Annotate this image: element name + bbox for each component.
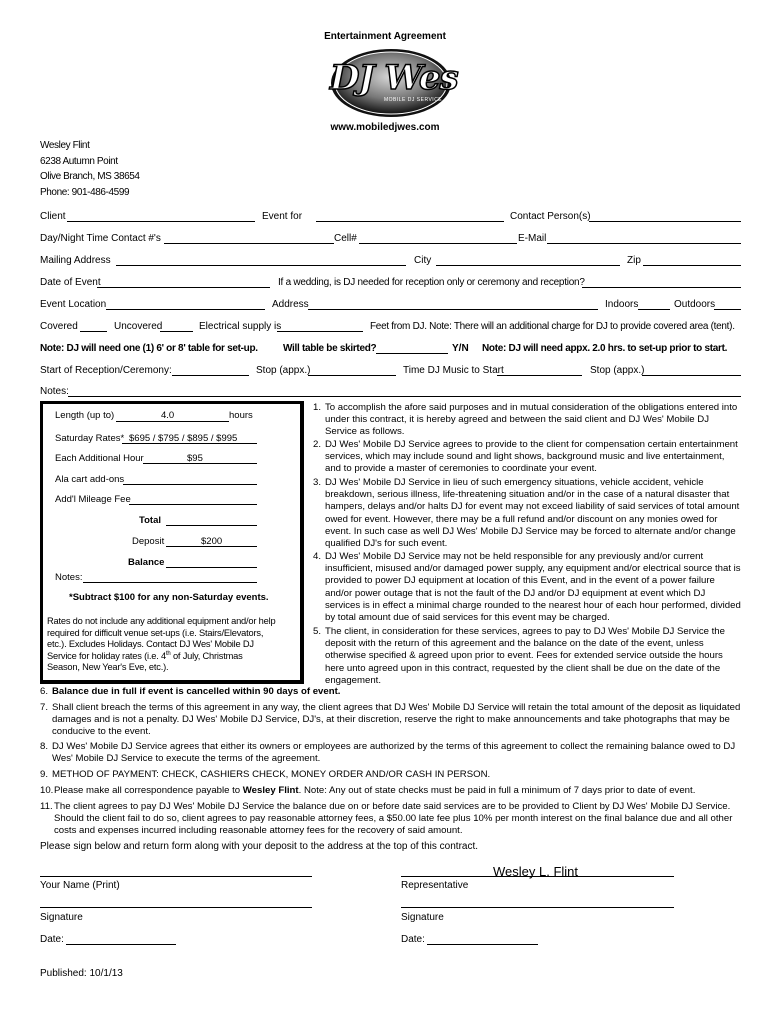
uncovered-field[interactable]: [160, 331, 193, 332]
ala-cart-label: Ala cart add-ons: [55, 474, 125, 485]
signature-right-field[interactable]: [401, 907, 674, 908]
length-value: 4.0: [161, 410, 175, 421]
term-4-number: 4.: [313, 551, 322, 562]
saturday-rates-value: $695 / $795 / $895 / $995: [129, 433, 238, 444]
table-note: Note: DJ will need one (1) 6' or 8' table for set-up.: [40, 343, 258, 354]
uncovered-label: Uncovered: [114, 321, 163, 332]
representative-label: Representative: [401, 880, 469, 891]
start-reception-field[interactable]: [172, 375, 249, 376]
term-2-text: DJ Wes' Mobile DJ Service agrees to provide to the client for compensation certain entertainment services, which may include sound and light shows, background music and live entertainment, and to provide a master of ceremonies to coordinate your event.: [325, 439, 738, 475]
your-name-field[interactable]: [40, 876, 312, 877]
stop-appx2-label: Stop (appx.): [590, 365, 645, 376]
contact-street: 6238 Autumn Point: [40, 156, 118, 167]
logo-sub-text: MOBILE DJ SERVICE: [384, 97, 443, 103]
stop-appx-field[interactable]: [308, 375, 396, 376]
logo-main-text: DJ Wes: [330, 58, 458, 98]
day-night-contact-field[interactable]: [164, 243, 334, 244]
box-notes-label: Notes:: [55, 572, 83, 583]
covered-label: Covered: [40, 321, 78, 332]
skirted-label: Will table be skirted?: [283, 343, 377, 354]
mileage-field[interactable]: [129, 504, 257, 505]
client-field[interactable]: [67, 221, 255, 222]
term-2-number: 2.: [313, 439, 322, 450]
yn-label: Y/N: [452, 343, 469, 354]
city-label: City: [414, 255, 432, 266]
skirted-field[interactable]: [376, 353, 448, 354]
box-notes-field[interactable]: [83, 582, 257, 583]
fine-print-line-1: Rates do not include any additional equipment and/or help: [47, 616, 276, 626]
signature-left-label: Signature: [40, 912, 83, 923]
city-field[interactable]: [436, 265, 620, 266]
date-of-event-field[interactable]: [97, 287, 270, 288]
date-right-field[interactable]: [427, 944, 538, 945]
date-right-label: Date:: [401, 934, 425, 945]
additional-hour-label: Each Additional Hour: [55, 453, 144, 464]
length-unit: hours: [229, 410, 253, 421]
contact-phone: Phone: 901-486-4599: [40, 187, 130, 198]
cell-label: Cell#: [334, 233, 357, 244]
address-field[interactable]: [308, 309, 598, 310]
fine-print-line-2: required for difficult venue set-ups (i.e. Stairs/Elevators,: [47, 627, 264, 638]
wedding-question-field[interactable]: [582, 287, 741, 288]
term-6-text: Balance due in full if event is cancelled within 90 days of event.: [52, 686, 341, 697]
term-7-text: Shall client breach the terms of this agreement in any way, the client agrees that DJ Wes' Mobile DJ Service will retain the total amount of the deposit as liquidated damages and is not a penalty. DJ Wes' Mobile DJ Service, DJ's, at their discretion, reserve the right to make announcements and take photographs that may be conducive to the event.: [52, 702, 741, 738]
stop-appx2-field[interactable]: [642, 375, 741, 376]
fine-print-line-4: Service for holiday rates (i.e. 4th of July, Christmas: [47, 650, 243, 661]
term-5-text: The client, in consideration for these services, agrees to pay to DJ Wes' Mobile DJ Service the deposit with the return of this agreement and the balance on the date of the event, unless otherwise specified & agreed upon prior to event. Fees for extended service outside the hours here unto agreed upon in this contract, requested by the client shall be due on the date of the engagement.: [325, 626, 725, 686]
deposit-label: Deposit: [132, 536, 165, 547]
time-dj-music-label: Time DJ Music to Start: [403, 365, 504, 376]
date-left-field[interactable]: [66, 944, 176, 945]
saturday-rates-field[interactable]: [122, 443, 257, 444]
length-field[interactable]: [116, 421, 229, 422]
date-of-event-label: Date of Event: [40, 277, 101, 288]
contact-persons-label: Contact Person(s): [510, 211, 591, 222]
term-10-text: Please make all correspondence payable to Wesley Flint. Note: Any out of state checks must be paid in full a minimum of 7 days prior to date of event.: [54, 785, 696, 796]
ala-cart-field[interactable]: [123, 484, 257, 485]
day-night-contact-label: Day/Night Time Contact #'s: [40, 233, 161, 244]
event-for-label: Event for: [262, 211, 303, 222]
mailing-address-field[interactable]: [116, 265, 406, 266]
term-3-text: DJ Wes' Mobile DJ Service in lieu of such emergency situations, vehicle accident, vehicle breakdown, serious illness, life-threatening situation and/or in the case of a natural disaster that hampers, delays and/or halts DJ for event may not exceed liability of said services of total amount owed for event. However, there may be a full refund and/or discount on any monies owed for event. In such case as well DJ Wes' Mobile DJ Service may be forced to alternate and/or change qualified DJ's for such event.: [325, 477, 740, 550]
term-7-number: 7.: [40, 702, 49, 713]
dj-wes-logo: [330, 48, 458, 118]
date-left-label: Date:: [40, 934, 64, 945]
signature-left-field[interactable]: [40, 907, 312, 908]
electrical-supply-field[interactable]: [277, 331, 363, 332]
covered-field[interactable]: [80, 331, 107, 332]
signature-right-label: Signature: [401, 912, 444, 923]
indoors-field[interactable]: [638, 309, 670, 310]
additional-hour-value: $95: [187, 453, 203, 464]
outdoors-label: Outdoors: [674, 299, 716, 310]
term-9-text: METHOD OF PAYMENT: CHECK, CASHIERS CHECK, MONEY ORDER AND/OR CASH IN PERSON.: [52, 769, 491, 780]
fine-print-line-3: etc.). Excludes Holidays. Contact DJ Wes' Mobile DJ: [47, 639, 254, 650]
term-8-number: 8.: [40, 741, 49, 752]
additional-hour-field[interactable]: [143, 463, 257, 464]
length-label: Length (up to): [55, 410, 115, 421]
representative-name: Wesley L. Flint: [493, 864, 579, 879]
term-6-number: 6.: [40, 686, 49, 697]
balance-field[interactable]: [166, 567, 257, 568]
closing-instructions: Please sign below and return form along with your deposit to the address at the top of this contract.: [40, 841, 479, 852]
zip-field[interactable]: [643, 265, 741, 266]
term-4-text: DJ Wes' Mobile DJ Service may not be held responsible for any previously and/or current insufficient, misused and/or damaged power supply, any equipment and/or electrical source that is provided to power DJ equipment at location of this Event, and in the event of a power failure and/or power outage that is not the fault of the DJ and/or DJ equipment at event which DJ services is in effect a minimal charge rounded to the nearest hour of each hour performed, divided by total amount due of said services for this event may be charged.: [325, 551, 741, 624]
email-field[interactable]: [547, 243, 741, 244]
term-3-number: 3.: [313, 477, 322, 488]
time-dj-music-field[interactable]: [497, 375, 582, 376]
stop-appx-label: Stop (appx.): [256, 365, 311, 376]
term-5-number: 5.: [313, 626, 322, 637]
event-location-field[interactable]: [106, 309, 265, 310]
zip-label: Zip: [627, 255, 641, 266]
start-reception-label: Start of Reception/Ceremony:: [40, 365, 172, 376]
email-label: E-Mail: [518, 233, 547, 244]
term-10-number: 10.: [40, 785, 54, 796]
document-title: Entertainment Agreement: [324, 31, 446, 42]
cell-field[interactable]: [359, 243, 517, 244]
deposit-value: $200: [201, 536, 223, 547]
contact-name: Wesley Flint: [40, 140, 90, 151]
event-location-label: Event Location: [40, 299, 107, 310]
electrical-supply-label: Electrical supply is: [199, 321, 282, 332]
wedding-question-label: If a wedding, is DJ needed for reception only or ceremony and reception?: [278, 277, 585, 288]
total-field[interactable]: [166, 525, 257, 526]
fine-print-line-5: Season, New Year's Eve, etc.).: [47, 662, 169, 673]
mailing-address-label: Mailing Address: [40, 255, 111, 266]
your-name-label: Your Name (Print): [40, 880, 120, 891]
term-11-number: 11.: [40, 801, 53, 812]
term-1-text: To accomplish the afore said purposes and in mutual consideration of the obligations entered into under this contract, it is hereby agreed and between the said client and DJ Wes' Mobile DJ Service as follows.: [325, 402, 738, 438]
notes-label: Notes:: [40, 386, 69, 397]
outdoors-field[interactable]: [714, 309, 741, 310]
address-label: Address: [272, 299, 309, 310]
balance-label: Balance: [128, 557, 165, 568]
saturday-rates-label: Saturday Rates*: [55, 433, 125, 444]
term-8-text: DJ Wes' Mobile DJ Service agrees that either its owners or employees are authorized by the terms of this agreement to collect the remaining balance owed to DJ Wes' Mobile DJ Service to execute the terms of the agreement.: [52, 741, 736, 765]
website-link: www.mobiledjwes.com: [330, 122, 440, 133]
client-label: Client: [40, 211, 66, 222]
term-11-text: The client agrees to pay DJ Wes' Mobile DJ Service the balance due on or before date said services are to be provided to Client by DJ Wes' Mobile DJ Service. Should the client fail to do so, client agrees to pay reasonable attorney fees, a $50.00 late fee plus 10% per month interest on the final balance due and all other costs and expenses incurred including reasonable attorney fees for the recovery of said amount.: [54, 801, 733, 837]
subtract-note: *Subtract $100 for any non-Saturday events.: [69, 592, 269, 603]
representative-field[interactable]: [401, 876, 674, 877]
indoors-label: Indoors: [605, 299, 639, 310]
total-label: Total: [139, 515, 161, 526]
feet-from-dj-note: Feet from DJ. Note: There will an additional charge for DJ to provide covered area (tent).: [370, 321, 735, 332]
term-9-number: 9.: [40, 769, 49, 780]
contact-city: Olive Branch, MS 38654: [40, 171, 140, 182]
notes-field[interactable]: [68, 396, 741, 397]
setup-note: Note: DJ will need appx. 2.0 hrs. to set-up prior to start.: [482, 343, 728, 354]
mileage-label: Add'l Mileage Fee: [55, 494, 131, 505]
contact-persons-field[interactable]: [589, 221, 741, 222]
rates-fine-print: [47, 616, 275, 674]
deposit-field[interactable]: [166, 546, 257, 547]
published-date: Published: 10/1/13: [40, 968, 123, 979]
event-for-field[interactable]: [316, 221, 504, 222]
term-1-number: 1.: [313, 402, 322, 413]
